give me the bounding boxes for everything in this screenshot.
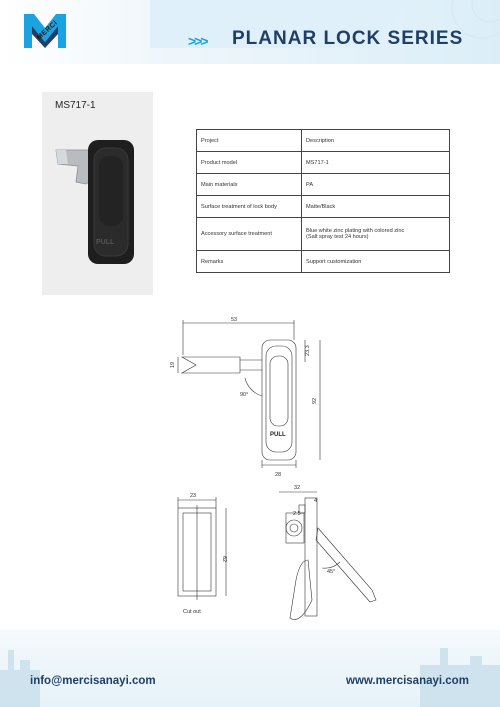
spec-label: Product model bbox=[197, 152, 302, 174]
spec-value: MS717-1 bbox=[302, 152, 450, 174]
spec-value: Matte/Black bbox=[302, 196, 450, 218]
product-code: MS717-1 bbox=[55, 100, 96, 111]
contact-email-link[interactable]: info@mercisanayi.com bbox=[30, 675, 156, 687]
side-thickness: 2.5 bbox=[293, 511, 301, 517]
side-small: 4 bbox=[314, 498, 318, 504]
dim-height: 92 bbox=[312, 397, 318, 404]
cutout-label: Cut out bbox=[183, 609, 201, 615]
spec-label: Surface treatment of lock body bbox=[197, 196, 302, 218]
spec-value: Description bbox=[302, 130, 450, 152]
cutout-width: 23 bbox=[190, 493, 197, 499]
pull-text: PULL bbox=[270, 432, 286, 438]
spec-value-line2: (Salt spray test 24 hours) bbox=[306, 234, 369, 240]
cutout-height: 62 bbox=[221, 556, 227, 563]
spec-label: Main materials bbox=[197, 174, 302, 196]
dim-width: 53 bbox=[231, 317, 238, 323]
spec-value: PA bbox=[302, 174, 450, 196]
dim-bottom: 28 bbox=[275, 472, 282, 478]
spec-label: Project bbox=[197, 130, 302, 152]
dim-left: 19 bbox=[170, 361, 176, 368]
spec-label: Accessory surface treatment bbox=[197, 218, 302, 251]
dim-angle: 90° bbox=[240, 392, 249, 398]
page-title: PLANAR LOCK SERIES bbox=[232, 28, 464, 49]
spec-value-line1: Blue white zinc plating with colored zinc bbox=[306, 228, 405, 234]
side-width: 32 bbox=[294, 485, 301, 491]
spec-value: Support customization bbox=[302, 251, 450, 273]
svg-text:PULL: PULL bbox=[96, 239, 115, 246]
logo-brand-text: MERCI bbox=[35, 19, 60, 42]
city-skyline-icon bbox=[0, 630, 500, 707]
side-angle: 45° bbox=[327, 569, 336, 575]
website-link[interactable]: www.mercisanayi.com bbox=[346, 675, 469, 687]
spec-label: Remarks bbox=[197, 251, 302, 273]
title-chevrons: >>> bbox=[188, 33, 207, 49]
dim-top: 23.3 bbox=[305, 345, 311, 356]
